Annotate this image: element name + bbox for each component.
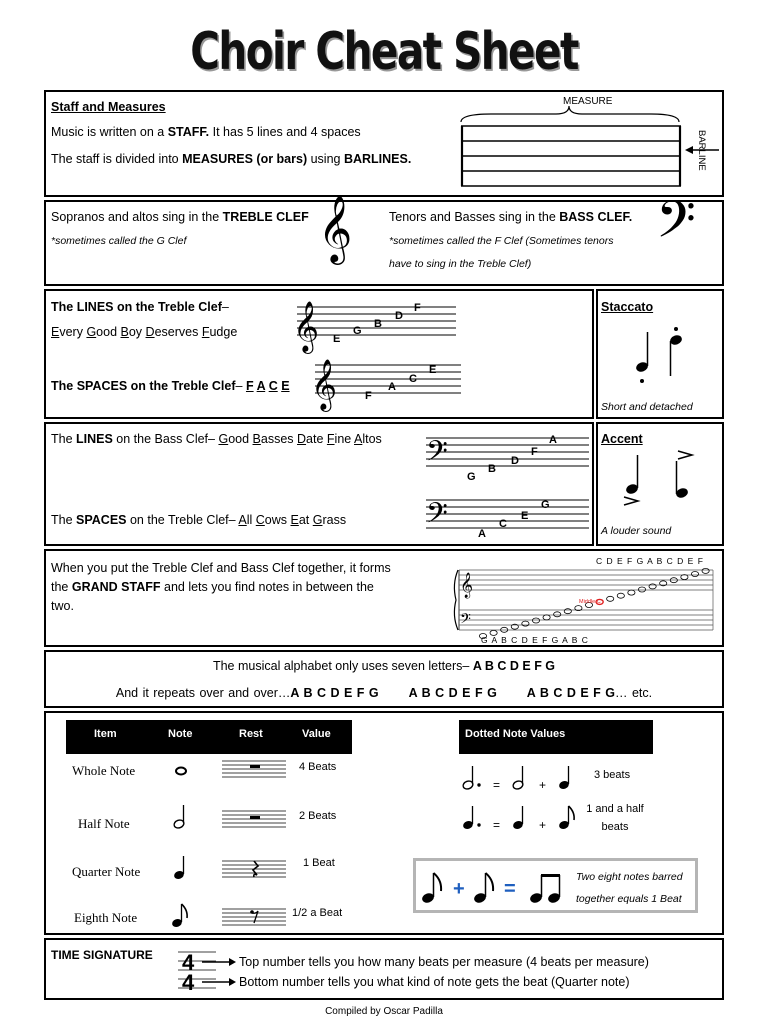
staff-line1: Music is written on a STAFF. It has 5 lines and 4 spaces	[51, 125, 361, 139]
middle-c-label: Middle C	[579, 599, 601, 605]
treble-line-note: F	[414, 302, 421, 314]
grand-staff-section	[44, 549, 724, 647]
treble-line-note: E	[333, 333, 341, 345]
svg-text:𝄢: 𝄢	[460, 611, 471, 630]
bass-spaces-text: The SPACES on the Treble Clef– All Cows Eat Grass	[51, 513, 347, 527]
value-whole: 4 Beats	[299, 761, 337, 773]
staff-line2: The staff is divided into MEASURES (or bars) using BARLINES.	[51, 152, 412, 166]
bass-line-note: G	[467, 471, 476, 483]
accent-heading: Accent	[601, 432, 643, 446]
bass-line-note: D	[511, 455, 519, 467]
grand-staff-diagram	[451, 554, 721, 646]
svg-text:𝄞: 𝄞	[293, 302, 320, 351]
grand-staff-note	[532, 618, 539, 623]
staccato-caption: Short and detached	[601, 401, 693, 413]
value-eighth: 1/2 a Beat	[292, 907, 343, 919]
bass-space-note: A	[478, 528, 486, 540]
staff-measures-section	[44, 90, 724, 197]
grand-staff-bottom-letters: G A B C D E F G A B C	[481, 635, 589, 645]
grand-staff-note	[543, 615, 550, 620]
eighth-notes-caption: Two eight notes barred together equals 1 Beat	[576, 871, 683, 905]
svg-text:+: +	[539, 778, 547, 792]
time-sig-icon	[176, 946, 238, 998]
bass-line-note: B	[488, 463, 496, 475]
svg-text:𝄞: 𝄞	[311, 360, 338, 409]
accent-notes-icon	[616, 449, 706, 514]
grand-staff-note	[554, 612, 561, 617]
footer-credit: Compiled by Oscar Padilla	[325, 1006, 443, 1017]
note-item-whole: Whole Note	[72, 763, 136, 778]
svg-text:𝄢: 𝄢	[426, 436, 448, 474]
bass-line-note: F	[531, 446, 538, 458]
eighth-notes-equation	[416, 861, 576, 911]
grand-staff-note	[691, 572, 698, 577]
alphabet-line2: And it repeats over and over…A B C D E F G A B C D E F G A B C D E F G… etc.	[115, 686, 653, 700]
bass-space-note: G	[541, 499, 550, 511]
svg-text:=: =	[504, 878, 516, 900]
accent-section	[596, 422, 724, 546]
svg-text:=: =	[493, 818, 501, 832]
treble-space-note: E	[429, 364, 437, 376]
treble-clef-icon: 𝄞	[318, 196, 353, 261]
grand-staff-note	[564, 609, 571, 614]
treble-line-note: D	[395, 310, 403, 322]
time-sig-top: 4	[182, 950, 195, 975]
svg-text:𝄢: 𝄢	[426, 498, 448, 536]
page-title: Choir Cheat Sheet	[190, 22, 578, 82]
dotted-quarter-value: 1 and a half beats	[586, 803, 644, 833]
treble-staff-diagrams	[291, 291, 471, 417]
staff-heading: Staff and Measures	[51, 100, 166, 114]
note-symbols	[166, 755, 196, 935]
staff-diagram	[451, 92, 721, 195]
note-table-header: Item Note Rest Value	[66, 720, 352, 754]
bass-space-note: E	[521, 510, 529, 522]
treble-space-note: A	[388, 381, 396, 393]
whole-rest-icon	[250, 765, 260, 768]
grand-staff-note	[628, 590, 635, 595]
treble-clef-text: Sopranos and altos sing in the TREBLE CLEF	[51, 210, 309, 224]
treble-clef-note: *sometimes called the G Clef	[51, 235, 187, 247]
bass-clef-text: Tenors and Basses sing in the BASS CLEF.	[389, 210, 633, 224]
treble-lines-heading: The LINES on the Treble Clef–	[51, 300, 229, 314]
grand-staff-text: When you put the Treble Clef and Bass Clef together, it forms the GRAND STAFF and lets you find notes in between the two.	[51, 561, 391, 613]
alphabet-line1: The musical alphabet only uses seven letters– A B C D E F G	[212, 659, 556, 673]
bass-notes-section	[44, 422, 594, 546]
note-item-quarter: Quarter Note	[72, 864, 141, 879]
svg-text:+: +	[453, 878, 465, 900]
treble-spaces-heading: The SPACES on the Treble Clef– F A C E	[51, 379, 290, 393]
half-rest-icon	[250, 816, 260, 819]
time-sig-bottom: 4	[182, 970, 195, 995]
time-sig-bottom-desc: Bottom number tells you what kind of note gets the beat (Quarter note)	[239, 975, 630, 989]
staccato-heading: Staccato	[601, 300, 654, 314]
eighth-notes-box	[413, 858, 698, 913]
treble-line-note: G	[353, 325, 362, 337]
value-half: 2 Beats	[299, 810, 337, 822]
staccato-notes-icon	[628, 326, 698, 386]
whole-note-icon	[176, 768, 186, 775]
treble-lines-mnemonic: Every Good Boy Deserves Fudge	[51, 325, 238, 339]
bass-lines-text: The LINES on the Bass Clef– Good Basses Date Fine Altos	[51, 432, 382, 446]
treble-notes-section	[44, 289, 594, 419]
staccato-section	[596, 289, 724, 419]
bass-clef-note1: *sometimes called the F Clef (Sometimes tenors	[389, 235, 614, 247]
grand-staff-top-letters: C D E F G A B C D E F	[596, 556, 704, 566]
svg-text:𝄞: 𝄞	[460, 572, 474, 597]
grand-staff-note	[638, 587, 645, 592]
staff-lines	[461, 126, 681, 186]
svg-text:=: =	[493, 778, 501, 792]
grand-staff-note	[617, 593, 624, 598]
value-quarter: 1 Beat	[303, 857, 335, 869]
grand-staff-note	[607, 596, 614, 601]
note-item-eighth: Eighth Note	[74, 910, 138, 925]
bass-space-note: C	[499, 518, 507, 530]
note-values-section	[44, 711, 724, 935]
note-item-half: Half Note	[78, 816, 130, 831]
alphabet-section	[44, 650, 724, 708]
clefs-section	[44, 192, 724, 286]
bass-line-note: A	[549, 434, 557, 446]
measure-label: MEASURE	[563, 96, 613, 107]
bass-clef-icon: 𝄢	[656, 192, 696, 261]
dotted-half-value: 3 beats	[594, 769, 631, 781]
svg-text:+: +	[539, 818, 547, 832]
bass-clef-note2: have to sing in the Treble Clef)	[389, 258, 532, 270]
treble-space-note: F	[365, 390, 372, 402]
measure-brace	[461, 106, 679, 122]
rest-symbols	[222, 755, 288, 937]
grand-staff-note	[702, 568, 709, 573]
dotted-header: Dotted Note Values	[459, 720, 653, 754]
treble-space-note: C	[409, 373, 417, 385]
barline-label: BARLINE	[696, 130, 707, 171]
dotted-equations	[456, 755, 586, 835]
time-sig-heading: TIME SIGNATURE	[51, 948, 153, 962]
treble-line-note: B	[374, 318, 382, 330]
time-sig-top-desc: Top number tells you how many beats per measure (4 beats per measure)	[239, 955, 649, 969]
time-signature-section	[44, 938, 724, 1000]
accent-caption: A louder sound	[601, 525, 672, 537]
bass-staff-diagrams	[421, 424, 593, 544]
